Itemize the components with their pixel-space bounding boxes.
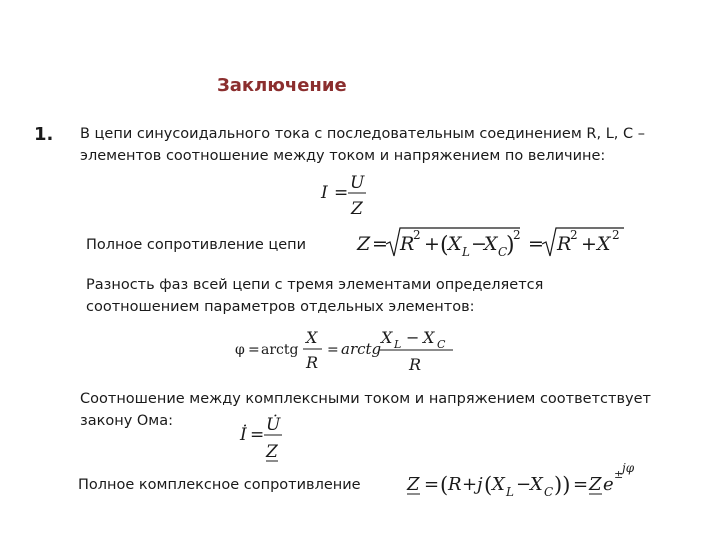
f5-open2: (: [484, 473, 493, 497]
f5-XL: X: [492, 474, 505, 495]
f2-R: R: [400, 233, 415, 255]
f5-XC: X: [530, 474, 543, 495]
f2-close: ): [506, 233, 515, 258]
f5-L: L: [506, 485, 514, 499]
f5-pm: ±: [614, 468, 624, 481]
f3-eq2: =: [327, 342, 339, 358]
f2-plus1: +: [424, 233, 440, 255]
formula-complex-impedance: [406, 461, 635, 499]
complex-line-1: Соотношение между комплексными током и напряжением соответствует: [80, 391, 651, 407]
f2-plus2: +: [581, 233, 597, 255]
f3-R2: R: [409, 355, 422, 374]
f4-Z: Z: [266, 442, 278, 462]
f5-minus: −: [516, 474, 532, 495]
f2-XC: X: [484, 233, 498, 255]
phase-line-2: соотношением параметров отдельных элементов:: [86, 299, 475, 315]
f3-arctg2: arctg: [341, 340, 382, 358]
formula-ohm-complex: [239, 415, 282, 462]
f5-plus: +: [462, 474, 478, 495]
f4-eq: =: [250, 425, 265, 445]
formula-ohm-magnitude: [320, 173, 366, 219]
f5-Z: Z: [407, 474, 420, 495]
f2-Z: Z: [357, 233, 371, 255]
complex-line-2: закону Ома:: [80, 413, 174, 429]
f3-C: C: [437, 338, 446, 351]
f5-C: C: [544, 485, 554, 499]
f3-minus: −: [406, 328, 420, 347]
f5-jphi: jφ: [622, 461, 635, 475]
f5-R: R: [448, 474, 462, 495]
f5-eq2: =: [573, 474, 589, 495]
f1-Z: Z: [351, 199, 363, 219]
f2-sq3: 2: [570, 228, 578, 242]
f5-e: e: [603, 474, 614, 495]
f3-X: X: [306, 328, 318, 347]
f2-sq1: 2: [413, 228, 421, 242]
f2-X: X: [597, 233, 611, 255]
f3-phi: φ: [235, 342, 245, 358]
f3-XC: X: [423, 328, 435, 347]
f1-U: U: [350, 173, 365, 193]
f2-eq2: =: [528, 233, 544, 255]
f3-XL: X: [381, 328, 393, 347]
f1-I: I: [321, 183, 328, 203]
f5-Z2: Z: [589, 474, 602, 495]
f2-eq1: =: [372, 233, 388, 255]
formula-impedance: [356, 228, 624, 259]
f5-close: )): [554, 473, 571, 497]
impedance-label: Полное сопротивление цепи: [86, 237, 307, 253]
intro-line-1: В цепи синусоидального тока с последовательным соединением R, L, C –: [80, 126, 645, 142]
f3-L: L: [394, 338, 402, 351]
intro-line-2: элементов соотношение между током и напряжением по величине:: [80, 148, 606, 164]
f3-eq1: =: [248, 342, 260, 358]
item-number: 1.: [34, 124, 54, 145]
f5-j: j: [477, 474, 483, 495]
f2-sq2: 2: [513, 228, 521, 242]
slide-title: Заключение: [217, 75, 347, 96]
phase-line-1: Разность фаз всей цепи с тремя элементами определяется: [86, 277, 544, 293]
f4-U: U̇: [266, 415, 281, 435]
f2-L: L: [462, 245, 470, 259]
f4-I: İ: [240, 425, 247, 445]
f2-C: C: [498, 245, 508, 259]
f2-sq4: 2: [612, 228, 620, 242]
f2-R2: R: [557, 233, 572, 255]
f3-arctg1: arctg: [261, 342, 299, 358]
complex-impedance-label: Полное комплексное сопротивление: [78, 477, 361, 493]
f2-open: (: [440, 233, 449, 258]
f5-open1: (: [440, 473, 449, 497]
f2-XL: X: [448, 233, 462, 255]
f5-eq1: =: [424, 474, 440, 495]
f2-minus: −: [471, 233, 487, 255]
f1-eq: =: [334, 183, 349, 203]
f3-R: R: [306, 353, 319, 372]
formula-phase: [235, 328, 453, 374]
